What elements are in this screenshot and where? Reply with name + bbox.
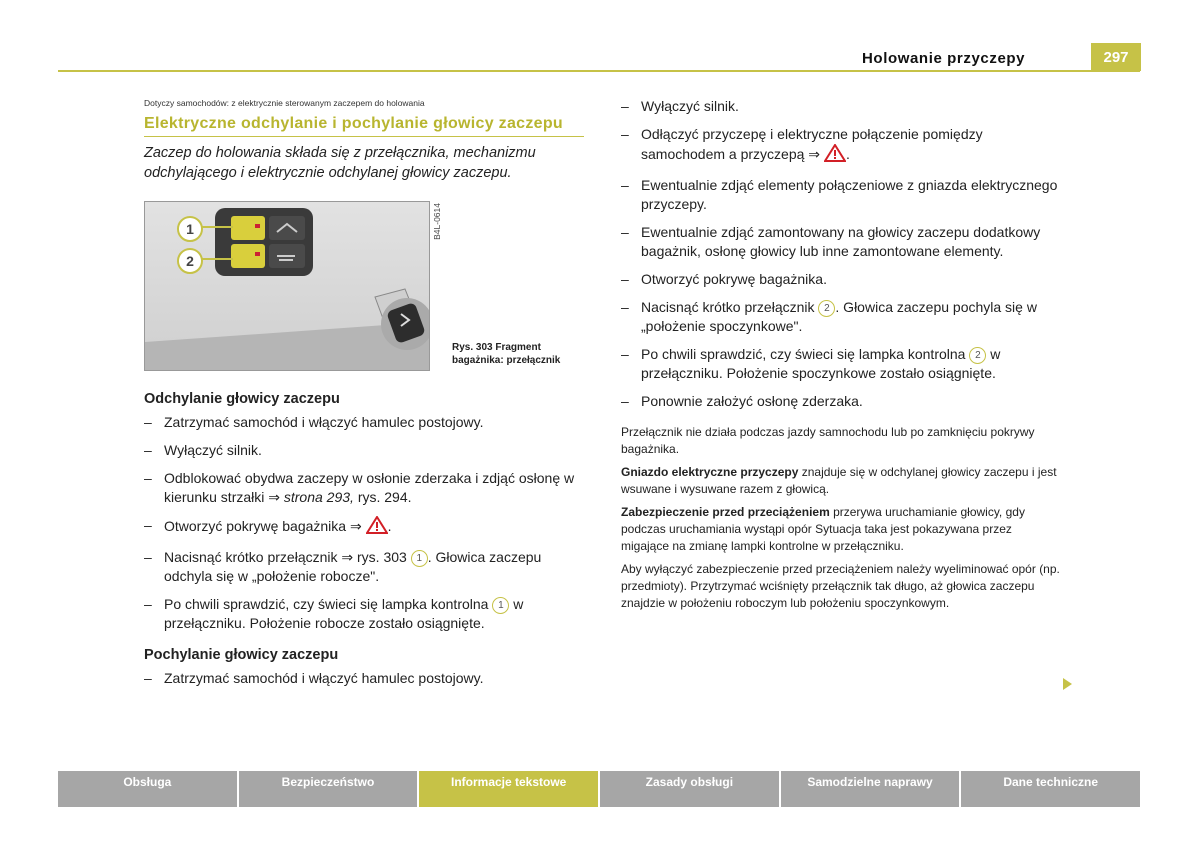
subheading-tilt-in: Pochylanie głowicy zaczepu (144, 647, 339, 663)
right-column (621, 97, 1061, 618)
note-overload-reset: Aby wyłączyć zabezpieczenie przed przeciążeniem należy wyeliminować opór (np. przedmioty). Przytrzymać wciśnięty przełącznik tak długo, aż głowica zaczepu znajdzie w położeniu roboczym lub położeniu spoczynkowym. (621, 562, 1060, 610)
footer-nav (58, 771, 1140, 807)
figure-block (144, 201, 584, 371)
list-item: – Wyłączyć silnik. (621, 97, 1061, 116)
list-item: – Ponownie założyć osłonę zderzaka. (621, 392, 1061, 411)
figure-image (144, 201, 430, 371)
list-item: – Otworzyć pokrywę bagażnika ⇒ . (144, 516, 584, 539)
tilt-in-steps-right (621, 97, 1061, 411)
list-item: – Nacisnąć krótko przełącznik ⇒ rys. 303 1 . Głowica zaczepu odchyla się w „położenie robocze". (144, 548, 584, 586)
section-title: Elektryczne odchylanie i pochylanie głowicy zaczepu (144, 115, 563, 132)
note-overload: Zabezpieczenie przed przeciążeniem przerywa uruchamianie głowicy, gdy podczas uruchamiania wystąpi opór Sytuacja taka jest pokazywana przez migające na zmianę lampki kontrolne w przełączniku. (621, 505, 1025, 553)
callout-1-icon: 1 (411, 550, 428, 567)
tab-samodzielne-naprawy[interactable]: Samodzielne naprawy (781, 771, 962, 807)
list-item: – Otworzyć pokrywę bagażnika. (621, 270, 1061, 289)
left-column (144, 98, 584, 697)
callout-leader-lines (201, 226, 291, 266)
callout-2-icon: 2 (969, 347, 986, 364)
page-link[interactable]: strona 293, (283, 489, 354, 505)
figure-callout-1: 1 (177, 216, 203, 242)
tab-bezpieczenstwo[interactable]: Bezpieczeństwo (239, 771, 420, 807)
tilt-out-steps (144, 413, 584, 633)
continue-arrow-icon[interactable] (1063, 678, 1072, 690)
list-item: – Zatrzymać samochód i włączyć hamulec postojowy. (144, 413, 584, 432)
subheading-tilt-out: Odchylanie głowicy zaczepu (144, 391, 340, 407)
figure-caption-line1: Rys. 303 Fragment (452, 342, 541, 353)
list-item: – Po chwili sprawdzić, czy świeci się lampka kontrolna 2 w przełączniku. Położenie spoczynkowe zostało osiągnięte. (621, 345, 1061, 383)
list-item: – Ewentualnie zdjąć zamontowany na głowicy zaczepu dodatkowy bagażnik, osłonę głowicy lub inne zamontowane elementy. (621, 223, 1061, 261)
list-item: – Zatrzymać samochód i włączyć hamulec postojowy. (144, 669, 584, 688)
intro-text: Zaczep do holowania składa się z przełącznika, mechanizmu odchylającego i elektrycznie odchylanej głowicy zaczepu. (144, 145, 536, 181)
page-header-title: Holowanie przyczepy (862, 50, 1026, 67)
tab-informacje-tekstowe[interactable]: Informacje tekstowe (419, 771, 600, 807)
tilt-in-steps-left (144, 669, 584, 688)
warning-icon[interactable] (824, 144, 846, 167)
note-switch-inactive: Przełącznik nie działa podczas jazdy samnochodu lub po zamknięciu pokrywy bagażnika. (621, 425, 1035, 456)
callout-1-icon: 1 (492, 597, 509, 614)
warning-icon[interactable] (366, 516, 388, 539)
list-item: – Po chwili sprawdzić, czy świeci się lampka kontrolna 1 w przełączniku. Położenie robocze zostało osiągnięte. (144, 595, 584, 633)
list-item: – Wyłączyć silnik. (144, 441, 584, 460)
callout-2-icon: 2 (818, 300, 835, 317)
list-item: – Nacisnąć krótko przełącznik 2 . Głowica zaczepu pochyla się w „położenie spoczynkowe". (621, 298, 1061, 336)
figure-callout-2: 2 (177, 248, 203, 274)
figure-code: B4L-0614 (432, 203, 442, 240)
tab-zasady-obslugi[interactable]: Zasady obsługi (600, 771, 781, 807)
tab-obsluga[interactable]: Obsługa (58, 771, 239, 807)
list-item: – Odblokować obydwa zaczepy w osłonie zderzaka i zdjąć osłonę w kierunku strzałki ⇒ strona 293, rys. 294. (144, 469, 584, 507)
applies-to-note: Dotyczy samochodów: z elektrycznie sterowanym zaczepem do holowania (144, 98, 425, 108)
figure-caption-line2: bagażnika: przełącznik (452, 355, 561, 366)
list-item: – Ewentualnie zdjąć elementy połączeniowe z gniazda elektrycznego przyczepy. (621, 176, 1061, 214)
section-rule (144, 136, 584, 137)
header-rule (58, 70, 1140, 72)
page-number: 297 (1091, 43, 1141, 71)
list-item: – Odłączyć przyczepę i elektryczne połączenie pomiędzy samochodem a przyczepą ⇒ . (621, 125, 1061, 167)
tab-dane-techniczne[interactable]: Dane techniczne (961, 771, 1140, 807)
note-socket: Gniazdo elektryczne przyczepy znajduje się w odchylanej głowicy zaczepu i jest wsuwane i wysuwane razem z głowicą. (621, 465, 1057, 496)
figure-caption (452, 341, 560, 367)
